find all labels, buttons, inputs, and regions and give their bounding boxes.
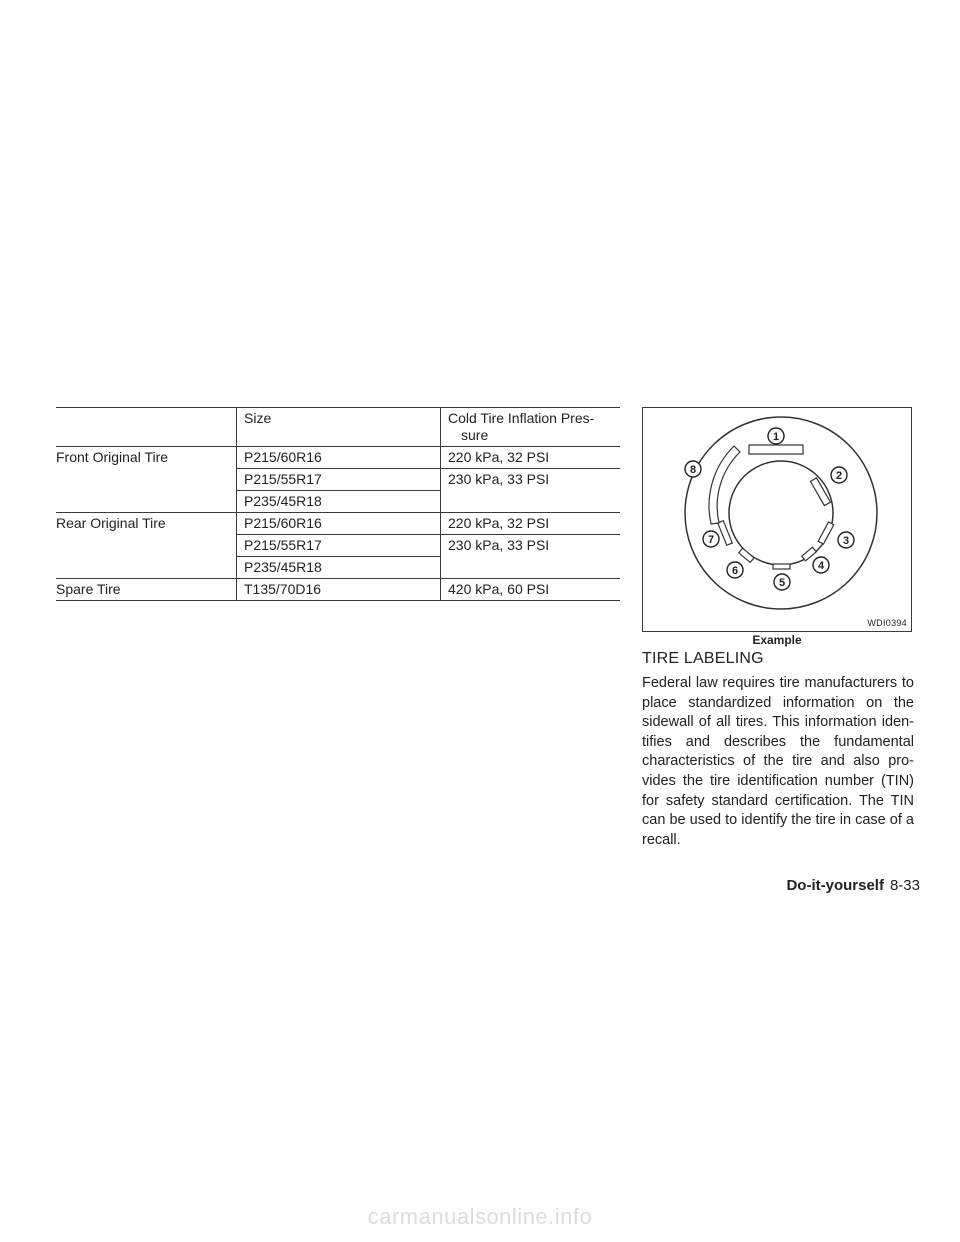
figure-code: WDI0394 — [867, 618, 907, 628]
page-footer — [786, 877, 920, 894]
tire-pressure-table — [56, 407, 620, 601]
row-pressure: 230 kPa, 33 PSI — [441, 469, 621, 491]
table-row — [56, 513, 620, 535]
row-label: Front Original Tire — [56, 449, 169, 465]
table-row — [56, 469, 620, 491]
label-bar-2 — [810, 478, 830, 506]
callout-1: 1 — [772, 431, 780, 443]
row-size: P235/45R18 — [237, 491, 441, 513]
row-pressure — [441, 557, 621, 579]
row-pressure: 220 kPa, 32 PSI — [441, 513, 621, 535]
callout-3: 3 — [842, 535, 850, 547]
tire-sidewall-figure — [642, 407, 912, 632]
header-pressure-line1: Cold Tire Inflation Pres- — [448, 410, 595, 426]
row-label: Spare Tire — [56, 579, 237, 601]
table-row — [56, 557, 620, 579]
label-bar-4 — [802, 547, 817, 561]
callout-4: 4 — [817, 560, 825, 572]
callout-5: 5 — [778, 577, 786, 589]
row-size: P215/60R16 — [237, 513, 441, 535]
table-row — [56, 447, 620, 469]
row-size: P235/45R18 — [237, 557, 441, 579]
label-bar-5 — [773, 564, 790, 569]
row-size: P215/55R17 — [237, 469, 441, 491]
header-pressure-line2: sure — [461, 427, 489, 443]
row-size: P215/60R16 — [237, 447, 441, 469]
row-label: Rear Original Tire — [56, 515, 166, 531]
row-label — [56, 535, 237, 557]
page-number: 8-33 — [889, 877, 920, 894]
table-header-row — [56, 408, 620, 447]
footer-section: Do-it-yourself — [786, 877, 884, 894]
row-label — [56, 557, 237, 579]
callout-7: 7 — [707, 534, 715, 546]
row-pressure: 220 kPa, 32 PSI — [441, 447, 621, 469]
callout-2: 2 — [835, 470, 843, 482]
label-bar-3 — [818, 522, 834, 544]
header-size: Size — [237, 408, 441, 447]
table-row — [56, 491, 620, 513]
table-row — [56, 579, 620, 601]
row-pressure — [441, 491, 621, 513]
tire-diagram — [643, 408, 911, 631]
header-pressure — [441, 408, 621, 447]
callout-6: 6 — [731, 565, 739, 577]
table-row — [56, 535, 620, 557]
watermark: carmanualsonline.info — [367, 1204, 593, 1229]
row-pressure: 420 kPa, 60 PSI — [441, 579, 621, 601]
row-label — [56, 469, 237, 491]
label-bar-1 — [749, 445, 803, 454]
row-size: P215/55R17 — [237, 535, 441, 557]
label-bar-8 — [709, 446, 740, 524]
row-label — [56, 491, 237, 513]
header-blank — [56, 408, 237, 447]
row-pressure: 230 kPa, 33 PSI — [441, 535, 621, 557]
label-bar-6 — [739, 548, 754, 562]
section-title: TIRE LABELING — [642, 650, 764, 667]
row-size: T135/70D16 — [237, 579, 441, 601]
callout-8: 8 — [689, 464, 697, 476]
section-body: Federal law requires tire manufacturers to place standardized information on the sidewall of all tires. This information iden-tifies and describes the fundamental characteristics of the tire and also pro-vides the tire identification number (TIN) for safety standard certification. The TIN can be used to identify the tire in case of a recall. — [642, 675, 914, 848]
figure-caption: Example — [752, 633, 802, 647]
